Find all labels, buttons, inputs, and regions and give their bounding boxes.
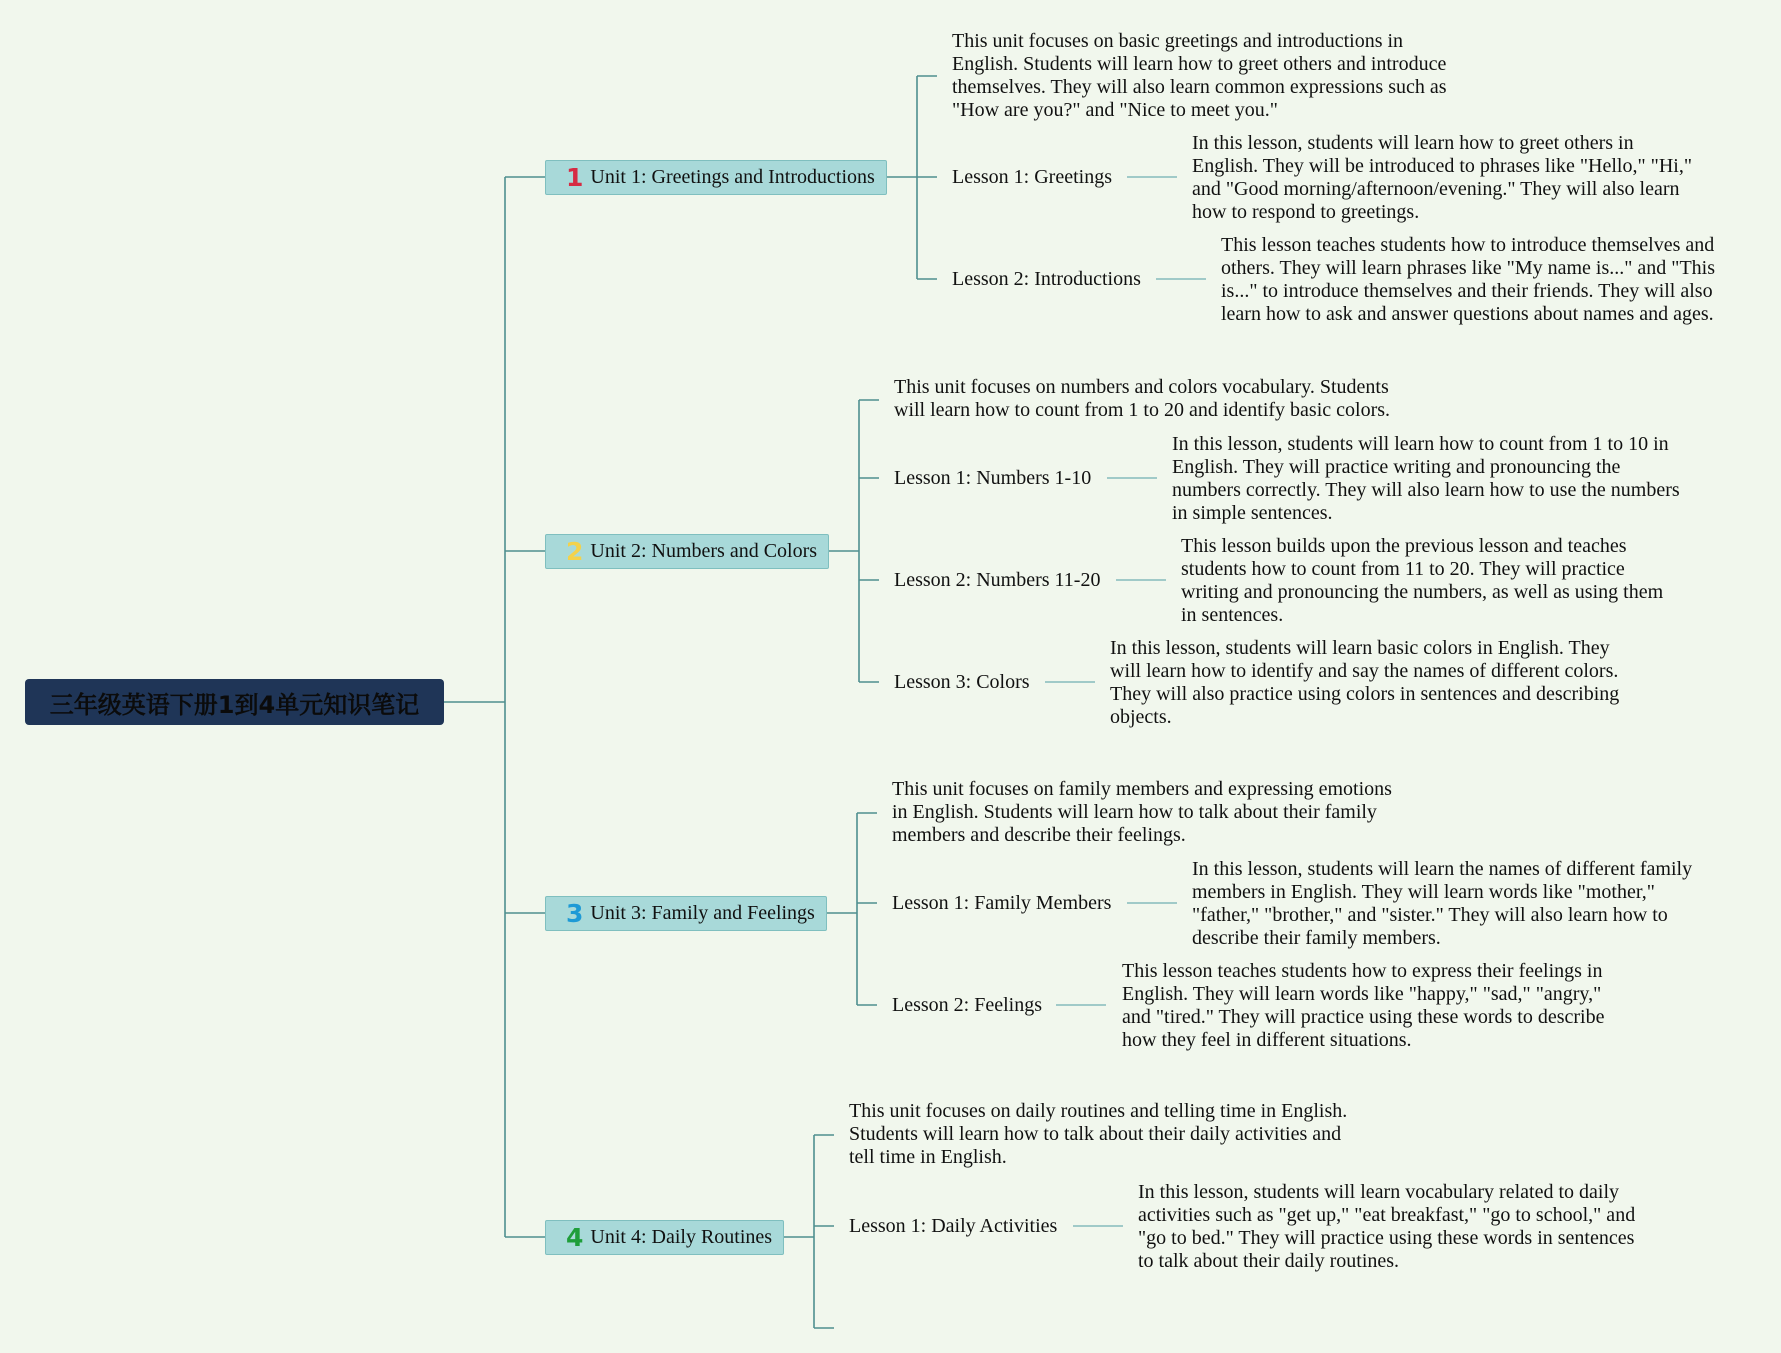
unit-2-title: Unit 2: Numbers and Colors — [590, 540, 818, 562]
unit-4-title: Unit 4: Daily Routines — [590, 1226, 773, 1248]
unit-3-lesson-1-description: In this lesson, students will learn the names of different family members in English. They will learn words like "mother," "father," "brother," and "sister." They will also learn how to describe their family members. — [1192, 858, 1693, 949]
unit-3-lesson-2-title[interactable]: Lesson 2: Feelings — [892, 994, 1042, 1016]
unit-2-lesson-1-title[interactable]: Lesson 1: Numbers 1-10 — [894, 467, 1092, 489]
unit-1-branch — [887, 76, 937, 279]
unit-4-lesson-1-description: In this lesson, students will learn vocabulary related to daily activities such as "get up," "eat breakfast," "go to school," and "go to bed." They will practice using these words in sentences to talk about their daily routines. — [1138, 1181, 1636, 1272]
unit-1-summary: This unit focuses on basic greetings and introductions in English. Students will learn how to greet others and introduce themselves. They will also learn common expressions such as "How are you?" and "Nice to meet you." — [952, 30, 1447, 121]
root-node[interactable] — [25, 679, 444, 725]
unit-3-title: Unit 3: Family and Feelings — [590, 902, 815, 924]
unit-2-summary: This unit focuses on numbers and colors vocabulary. Students will learn how to count from 1 to 20 and identify basic colors. — [894, 376, 1391, 421]
number-1-icon: 1 — [566, 163, 584, 192]
unit-1-title: Unit 1: Greetings and Introductions — [590, 166, 875, 188]
unit-3-branch — [827, 813, 877, 1005]
unit-1-lesson-1-description: In this lesson, students will learn how to greet others in English. They will be introduced to phrases like "Hello," "Hi," and "Good morning/afternoon/evening." They will also learn how to respond to greetings. — [1192, 132, 1692, 223]
number-4-icon: 4 — [566, 1223, 584, 1252]
unit-1-lesson-2-description: This lesson teaches students how to introduce themselves and others. They will learn phrases like "My name is..." and "This is..." to introduce themselves and their friends. They will also learn how to ask and answer questions about names and ages. — [1221, 234, 1716, 325]
unit-2-lesson-3-description: In this lesson, students will learn basic colors in English. They will learn how to identify and say the names of different colors. They will also practice using colors in sentences and describing objects. — [1110, 637, 1620, 728]
unit-3-summary: This unit focuses on family members and expressing emotions in English. Students will learn how to talk about their family members and describe their feelings. — [892, 778, 1392, 846]
unit-2-lesson-1-description: In this lesson, students will learn how to count from 1 to 10 in English. They will practice writing and pronouncing the numbers correctly. They will also learn how to use the numbers in simple sentences. — [1172, 433, 1680, 524]
number-2-icon: 2 — [566, 537, 584, 566]
unit-4-lesson-1-title[interactable]: Lesson 1: Daily Activities — [849, 1215, 1058, 1237]
unit-4-branch — [784, 1135, 834, 1328]
unit-4-node[interactable] — [545, 1220, 784, 1255]
unit-1-node[interactable] — [545, 160, 887, 195]
root-title: 三年级英语下册1到4单元知识笔记 — [49, 690, 420, 719]
root-connector — [444, 177, 505, 1237]
unit-2-lesson-3-title[interactable]: Lesson 3: Colors — [894, 671, 1030, 693]
unit-3-lesson-1-title[interactable]: Lesson 1: Family Members — [892, 892, 1112, 914]
unit-1-lesson-1-title[interactable]: Lesson 1: Greetings — [952, 166, 1112, 188]
unit-1-lesson-2-title[interactable]: Lesson 2: Introductions — [952, 268, 1141, 290]
unit-2-lesson-2-title[interactable]: Lesson 2: Numbers 11-20 — [894, 569, 1101, 591]
unit-3-lesson-2-description: This lesson teaches students how to express their feelings in English. They will learn words like "happy," "sad," "angry," and "tired." They will practice using these words to describe how they feel in different situations. — [1122, 960, 1605, 1051]
unit-2-branch — [829, 400, 879, 682]
unit-3-node[interactable] — [545, 896, 827, 931]
unit-2-node[interactable] — [545, 534, 829, 569]
unit-4-summary: This unit focuses on daily routines and telling time in English. Students will learn how to talk about their daily activities and tell time in English. — [849, 1100, 1348, 1168]
number-3-icon: 3 — [566, 899, 584, 928]
unit-2-lesson-2-description: This lesson builds upon the previous lesson and teaches students how to count from 11 to 20. They will practice writing and pronouncing the numbers, as well as using them in sentences. — [1181, 535, 1664, 626]
